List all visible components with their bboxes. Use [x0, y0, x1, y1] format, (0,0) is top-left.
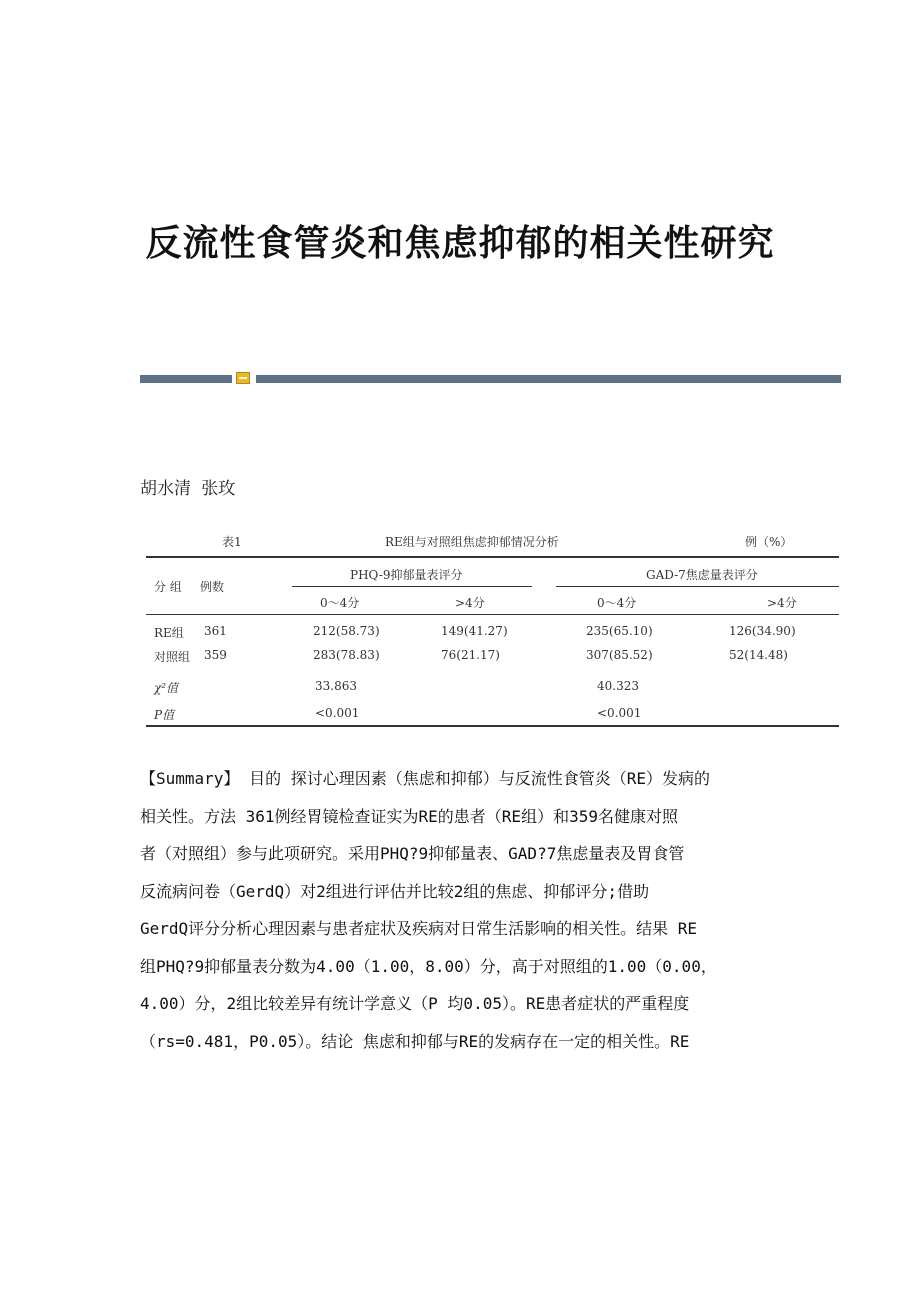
row-gad-high: 52(14.48): [729, 648, 788, 662]
row-group: RE组: [154, 626, 184, 640]
table-label: 表1: [222, 535, 242, 549]
summary-line: 【Summary】 目的 探讨心理因素（焦虑和抑郁）与反流性食管炎（RE）发病的: [140, 769, 710, 788]
table-header-rule: [146, 614, 839, 615]
table-bottom-rule: [146, 725, 839, 727]
row-gad-low: 235(65.10): [586, 624, 653, 638]
gad-span-rule: [556, 586, 839, 587]
summary-paragraph: [140, 760, 785, 1060]
phq-low-header: 0～4分: [320, 596, 360, 610]
table-caption: RE组与对照组焦虑抑郁情况分析: [385, 535, 559, 549]
phq-span-rule: [292, 586, 532, 587]
row-gad-low: 307(85.52): [586, 648, 653, 662]
col-group-header: 分 组: [154, 580, 182, 594]
p-value-gad: <0.001: [597, 706, 642, 720]
row-phq-high: 76(21.17): [441, 648, 500, 662]
p-value-phq: <0.001: [315, 706, 360, 720]
authors: 胡水清 张玫: [140, 479, 236, 499]
divider-right: [256, 375, 841, 383]
row-gad-high: 126(34.90): [729, 624, 796, 638]
gad-high-header: >4分: [767, 596, 797, 610]
row-phq-low: 212(58.73): [313, 624, 380, 638]
phq-high-header: >4分: [455, 596, 485, 610]
chi-square-label: χ²值: [154, 681, 179, 695]
row-count: 359: [204, 648, 227, 662]
col-count-header: 例数: [200, 580, 225, 594]
summary-line: GerdQ评分分析心理因素与患者症状及疾病对日常生活影响的相关性。结果 RE: [140, 919, 698, 938]
summary-line: 反流病问卷（GerdQ）对2组进行评估并比较2组的焦虑、抑郁评分;借助: [140, 881, 650, 901]
row-phq-low: 283(78.83): [313, 648, 380, 662]
row-count: 361: [204, 624, 227, 638]
phq-header: PHQ-9抑郁量表评分: [350, 568, 463, 582]
divider-left: [140, 375, 232, 383]
summary-line: 组PHQ?9抑郁量表分数为4.00（1.00，8.00）分，高于对照组的1.00（0.00，: [140, 956, 717, 976]
summary-line: 4.00）分，2组比较差异有统计学意义（P 均0.05）。RE患者症状的严重程度: [140, 994, 690, 1013]
summary-line: （rs=0.481，P0.05）。结论 焦虑和抑郁与RE的发病存在一定的相关性。RE: [140, 1031, 690, 1051]
table-top-rule: [146, 556, 839, 558]
summary-line: 者（对照组）参与此项研究。采用PHQ?9抑郁量表、GAD?7焦虑量表及胃食管: [140, 844, 685, 863]
paper-title: 反流性食管炎和焦虑抑郁的相关性研究: [145, 222, 775, 264]
row-group: 对照组: [154, 650, 191, 664]
row-phq-high: 149(41.27): [441, 624, 508, 638]
gad-low-header: 0～4分: [597, 596, 637, 610]
chi-square-phq: 33.863: [315, 679, 357, 693]
summary-line: 相关性。方法 361例经胃镜检查证实为RE的患者（RE组）和359名健康对照: [140, 806, 678, 826]
gad-header: GAD-7焦虑量表评分: [646, 568, 758, 582]
chi-square-gad: 40.323: [597, 679, 639, 693]
divider-ornament-icon: [236, 372, 250, 384]
table-unit: 例（%）: [745, 535, 793, 549]
p-value-label: P值: [154, 708, 175, 722]
